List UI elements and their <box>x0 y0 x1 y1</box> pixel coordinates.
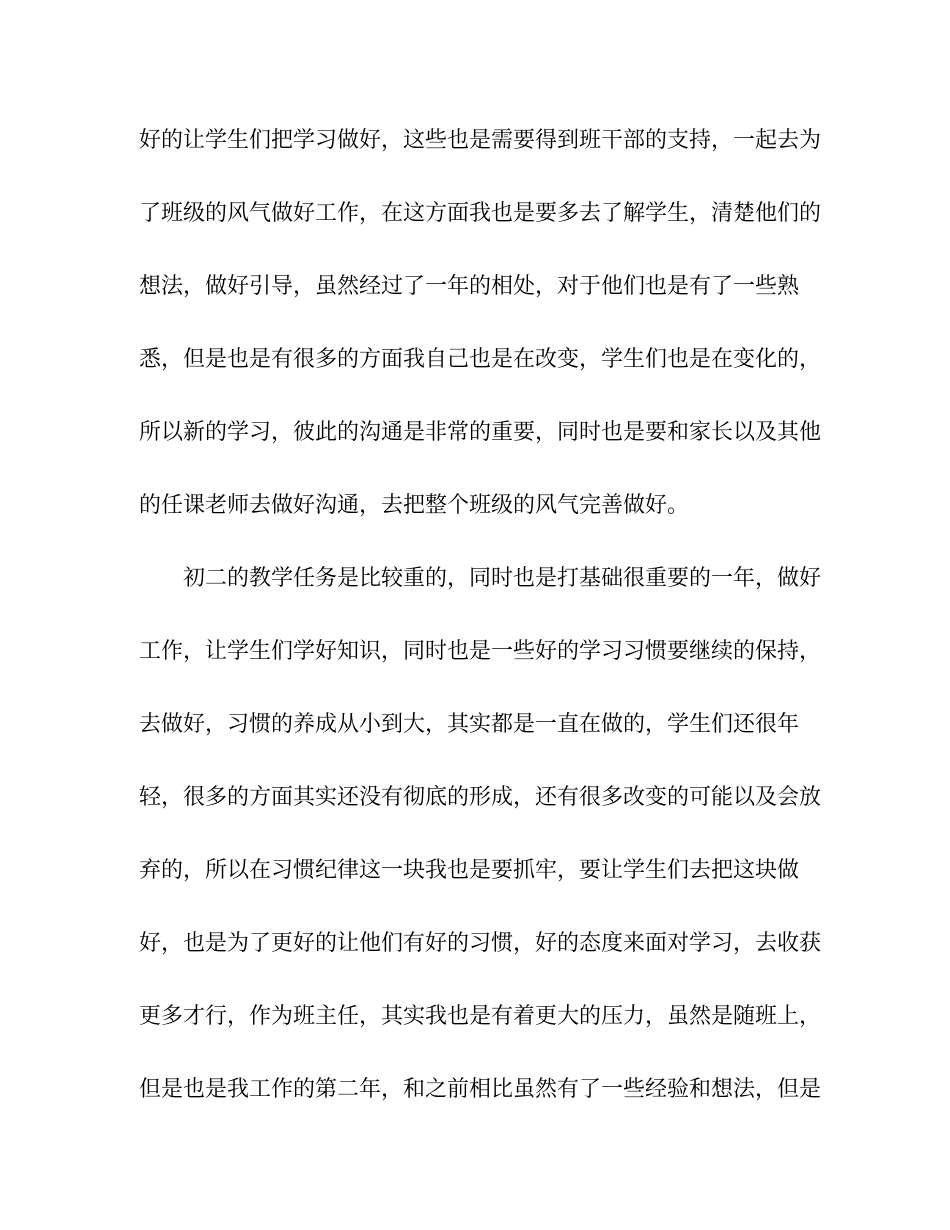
text-line: 更多才行，作为班主任，其实我也是有着更大的压力，虽然是随班上， <box>139 1004 822 1029</box>
text-line: 所以新的学习，彼此的沟通是非常的重要，同时也是要和家长以及其他 <box>139 420 822 445</box>
text-line-paragraph-start: 初二的教学任务是比较重的，同时也是打基础很重要的一年，做好 <box>183 566 822 591</box>
text-line: 了班级的风气做好工作，在这方面我也是要多去了解学生，清楚他们的 <box>139 201 822 226</box>
text-line: 去做好，习惯的养成从小到大，其实都是一直在做的，学生们还很年 <box>139 712 800 737</box>
text-line: 轻，很多的方面其实还没有彻底的形成，还有很多改变的可能以及会放 <box>139 785 822 810</box>
text-line: 的任课老师去做好沟通，去把整个班级的风气完善做好。 <box>139 493 690 518</box>
text-line: 好的让学生们把学习做好，这些也是需要得到班干部的支持，一起去为 <box>139 128 822 153</box>
text-line: 弃的，所以在习惯纪律这一块我也是要抓牢，要让学生们去把这块做 <box>139 858 800 883</box>
text-line: 想法，做好引导，虽然经过了一年的相处，对于他们也是有了一些熟 <box>139 274 800 299</box>
text-line: 但是也是我工作的第二年，和之前相比虽然有了一些经验和想法，但是 <box>139 1077 822 1102</box>
text-line: 工作，让学生们学好知识，同时也是一些好的学习习惯要继续的保持， <box>139 639 822 664</box>
text-line: 好，也是为了更好的让他们有好的习惯，好的态度来面对学习，去收获 <box>139 931 822 956</box>
text-line: 悉，但是也是有很多的方面我自己也是在改变，学生们也是在变化的， <box>139 347 822 372</box>
